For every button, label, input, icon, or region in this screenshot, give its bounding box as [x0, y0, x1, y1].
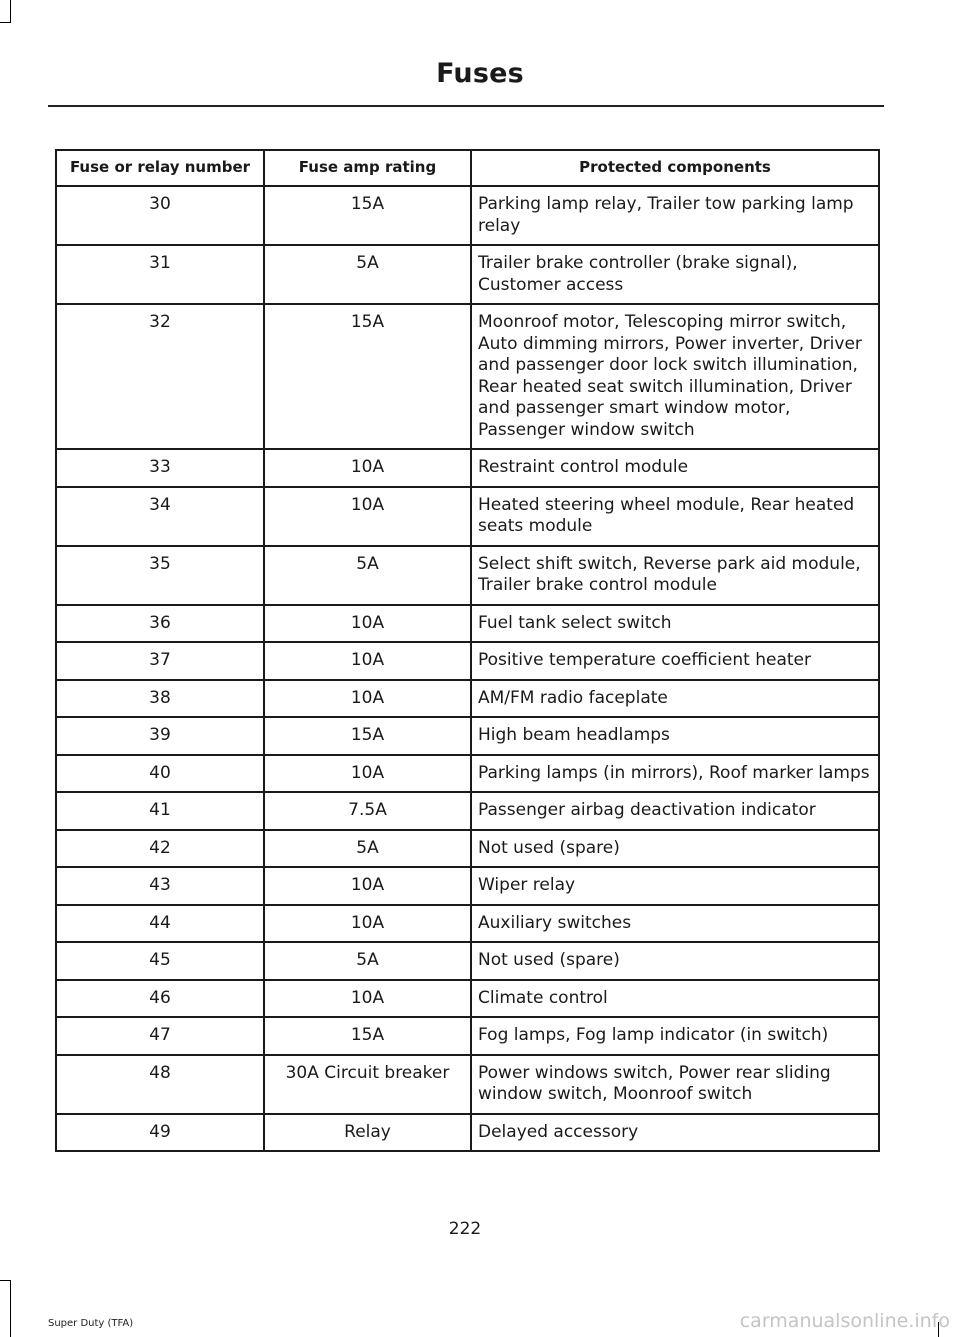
fuse-components: High beam headlamps	[471, 717, 879, 755]
fuse-number: 46	[56, 980, 264, 1018]
fuse-number: 41	[56, 792, 264, 830]
table-row	[56, 1017, 879, 1055]
fuse-components: Moonroof motor, Telescoping mirror switch, Auto dimming mirrors, Power inverter, Driver and passenger door lock switch illumination, Rear heated seat switch illumination, Driver and passenger smart window motor, Passenger window switch	[471, 304, 879, 449]
page-title: Fuses	[436, 58, 524, 89]
table-row	[56, 546, 879, 605]
table-row	[56, 605, 879, 643]
fuse-amp: 15A	[264, 1017, 471, 1055]
fuse-components: Fuel tank select switch	[471, 605, 879, 643]
table-header-row	[56, 150, 879, 186]
fuse-amp: 10A	[264, 449, 471, 487]
fuse-components: Power windows switch, Power rear sliding window switch, Moonroof switch	[471, 1055, 879, 1114]
table-row	[56, 449, 879, 487]
table-row	[56, 1114, 879, 1152]
fuse-number: 36	[56, 605, 264, 643]
fuse-number: 31	[56, 245, 264, 304]
table-row	[56, 245, 879, 304]
fuse-components: Trailer brake controller (brake signal), Customer access	[471, 245, 879, 304]
fuse-number: 30	[56, 186, 264, 245]
table-row	[56, 642, 879, 680]
fuse-number: 49	[56, 1114, 264, 1152]
fuse-number: 44	[56, 905, 264, 943]
fuse-amp: Relay	[264, 1114, 471, 1152]
fuse-amp: 15A	[264, 304, 471, 449]
header-divider	[48, 105, 884, 107]
fuse-number: 37	[56, 642, 264, 680]
fuse-table	[55, 149, 880, 1152]
fuse-number: 38	[56, 680, 264, 718]
fuse-components: Climate control	[471, 980, 879, 1018]
crop-mark-top-left-h	[0, 22, 11, 23]
table-row	[56, 830, 879, 868]
fuse-amp: 15A	[264, 717, 471, 755]
fuse-components: Not used (spare)	[471, 942, 879, 980]
fuse-amp: 5A	[264, 546, 471, 605]
fuse-number: 43	[56, 867, 264, 905]
crop-mark-top-left-v	[10, 0, 11, 22]
table-row	[56, 680, 879, 718]
fuse-components: Parking lamps (in mirrors), Roof marker lamps	[471, 755, 879, 793]
fuse-amp: 15A	[264, 186, 471, 245]
fuse-number: 35	[56, 546, 264, 605]
table-row	[56, 487, 879, 546]
page-number: 222	[448, 1219, 482, 1239]
table-row	[56, 304, 879, 449]
table-row	[56, 755, 879, 793]
table-row	[56, 717, 879, 755]
table-row	[56, 186, 879, 245]
fuse-amp: 10A	[264, 605, 471, 643]
fuse-amp: 10A	[264, 680, 471, 718]
fuse-number: 47	[56, 1017, 264, 1055]
column-header-amp: Fuse amp rating	[264, 150, 471, 186]
footer-text: Super Duty (TFA)	[48, 1318, 134, 1329]
fuse-number: 32	[56, 304, 264, 449]
fuse-components: Heated steering wheel module, Rear heated seats module	[471, 487, 879, 546]
fuse-amp: 5A	[264, 830, 471, 868]
crop-mark-bottom-left-v	[10, 1280, 11, 1337]
fuse-amp: 10A	[264, 487, 471, 546]
fuse-components: Delayed accessory	[471, 1114, 879, 1152]
fuse-amp: 30A Circuit breaker	[264, 1055, 471, 1114]
fuse-number: 45	[56, 942, 264, 980]
fuse-amp: 10A	[264, 980, 471, 1018]
fuse-amp: 7.5A	[264, 792, 471, 830]
fuse-components: Positive temperature coefficient heater	[471, 642, 879, 680]
crop-mark-bottom-left-h	[0, 1280, 11, 1281]
fuse-components: AM/FM radio faceplate	[471, 680, 879, 718]
column-header-number: Fuse or relay number	[56, 150, 264, 186]
fuse-amp: 5A	[264, 245, 471, 304]
table-row	[56, 867, 879, 905]
table-row	[56, 942, 879, 980]
fuse-amp: 10A	[264, 905, 471, 943]
fuse-components: Passenger airbag deactivation indicator	[471, 792, 879, 830]
fuse-amp: 10A	[264, 642, 471, 680]
fuse-amp: 5A	[264, 942, 471, 980]
fuse-number: 40	[56, 755, 264, 793]
column-header-components: Protected components	[471, 150, 879, 186]
fuse-amp: 10A	[264, 755, 471, 793]
watermark[interactable]: carmanualsonline.info	[739, 1310, 950, 1332]
fuse-amp: 10A	[264, 867, 471, 905]
table-row	[56, 905, 879, 943]
fuse-components: Select shift switch, Reverse park aid module, Trailer brake control module	[471, 546, 879, 605]
fuse-components: Wiper relay	[471, 867, 879, 905]
fuse-number: 34	[56, 487, 264, 546]
fuse-components: Not used (spare)	[471, 830, 879, 868]
fuse-components: Fog lamps, Fog lamp indicator (in switch)	[471, 1017, 879, 1055]
table-row	[56, 1055, 879, 1114]
fuse-components: Auxiliary switches	[471, 905, 879, 943]
fuse-number: 42	[56, 830, 264, 868]
fuse-components: Parking lamp relay, Trailer tow parking lamp relay	[471, 186, 879, 245]
fuse-number: 33	[56, 449, 264, 487]
fuse-components: Restraint control module	[471, 449, 879, 487]
fuse-number: 48	[56, 1055, 264, 1114]
table-row	[56, 792, 879, 830]
table-row	[56, 980, 879, 1018]
fuse-number: 39	[56, 717, 264, 755]
